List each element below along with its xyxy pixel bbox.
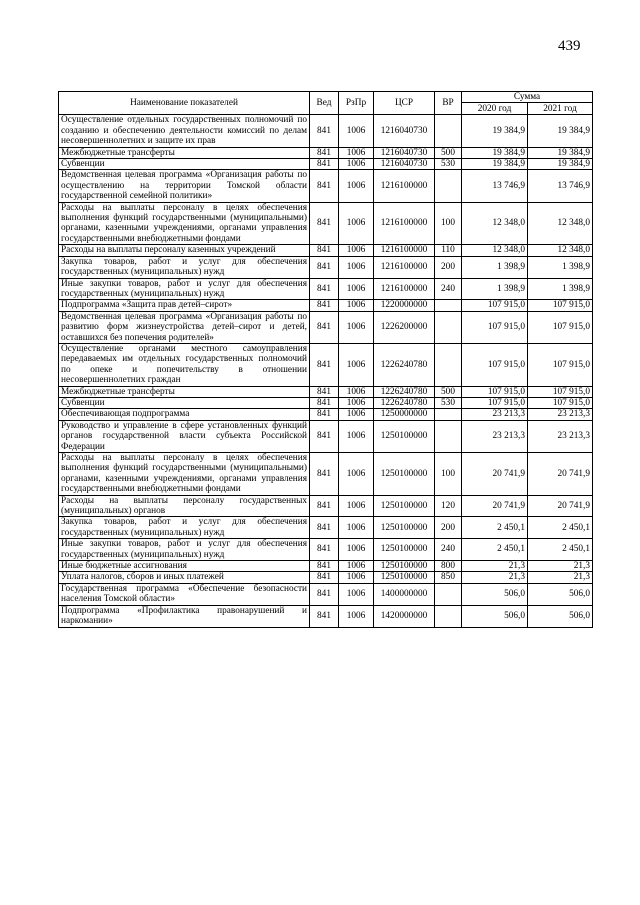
cell-vr [435, 300, 462, 311]
cell-s2020: 1 398,9 [462, 278, 528, 300]
table-row [59, 605, 593, 627]
table-row [59, 115, 593, 147]
cell-rzpr: 1006 [339, 495, 374, 517]
cell-csr: 1216100000 [374, 278, 435, 300]
cell-rzpr: 1006 [339, 159, 374, 170]
cell-s2021: 19 384,9 [528, 159, 593, 170]
table-row [59, 278, 593, 300]
cell-s2021: 1 398,9 [528, 256, 593, 278]
cell-rzpr: 1006 [339, 245, 374, 256]
cell-rzpr: 1006 [339, 202, 374, 245]
cell-s2020: 107 915,0 [462, 386, 528, 397]
cell-rzpr: 1006 [339, 170, 374, 202]
cell-rzpr: 1006 [339, 278, 374, 300]
table-row [59, 420, 593, 452]
table-row [59, 539, 593, 561]
budget-table [58, 91, 593, 628]
header-year-2021: 2021 год [528, 103, 593, 115]
header-csr: ЦСР [374, 92, 435, 115]
cell-s2021: 23 213,3 [528, 409, 593, 420]
cell-name: Иные закупки товаров, работ и услуг для обеспечения государственных (муниципальных) нужд [59, 539, 310, 561]
cell-rzpr: 1006 [339, 420, 374, 452]
cell-vr: 500 [435, 386, 462, 397]
cell-vr: 240 [435, 539, 462, 561]
cell-s2021: 13 746,9 [528, 170, 593, 202]
cell-name: Расходы на выплаты персоналу в целях обеспечения выполнения функций государственными (муниципальными) органами, казенными учреждениями, органами управления государственными внебюджетными фондами [59, 202, 310, 245]
cell-vr: 530 [435, 397, 462, 408]
table-row [59, 583, 593, 605]
cell-csr: 1250000000 [374, 409, 435, 420]
cell-s2020: 13 746,9 [462, 170, 528, 202]
cell-csr: 1216100000 [374, 245, 435, 256]
table-row [59, 245, 593, 256]
cell-csr: 1250100000 [374, 420, 435, 452]
cell-csr: 1226200000 [374, 311, 435, 343]
cell-name: Субвенции [59, 397, 310, 408]
cell-vr [435, 115, 462, 147]
table-row [59, 517, 593, 539]
cell-ved: 841 [310, 583, 339, 605]
cell-ved: 841 [310, 256, 339, 278]
cell-s2020: 21,3 [462, 572, 528, 583]
cell-name: Расходы на выплаты персоналу в целях обеспечения выполнения функций государственными (муниципальными) органами, казенными учреждениями, органами управления государственными внебюджетными фондами [59, 453, 310, 496]
cell-s2020: 19 384,9 [462, 159, 528, 170]
cell-s2020: 19 384,9 [462, 147, 528, 158]
cell-ved: 841 [310, 420, 339, 452]
cell-s2020: 12 348,0 [462, 245, 528, 256]
cell-name: Межбюджетные трансферты [59, 386, 310, 397]
cell-ved: 841 [310, 311, 339, 343]
table-row [59, 453, 593, 496]
cell-rzpr: 1006 [339, 397, 374, 408]
cell-rzpr: 1006 [339, 583, 374, 605]
cell-ved: 841 [310, 495, 339, 517]
cell-s2021: 107 915,0 [528, 343, 593, 386]
cell-rzpr: 1006 [339, 453, 374, 496]
cell-s2020: 20 741,9 [462, 453, 528, 496]
table-row [59, 495, 593, 517]
cell-s2021: 107 915,0 [528, 311, 593, 343]
cell-s2020: 506,0 [462, 605, 528, 627]
cell-csr: 1226240780 [374, 397, 435, 408]
cell-ved: 841 [310, 115, 339, 147]
cell-name: Межбюджетные трансферты [59, 147, 310, 158]
cell-s2021: 1 398,9 [528, 278, 593, 300]
cell-s2021: 21,3 [528, 561, 593, 572]
cell-name: Иные бюджетные ассигнования [59, 561, 310, 572]
cell-csr: 1216040730 [374, 115, 435, 147]
table-row [59, 170, 593, 202]
cell-name: Субвенции [59, 159, 310, 170]
cell-csr: 1216040730 [374, 147, 435, 158]
cell-rzpr: 1006 [339, 572, 374, 583]
cell-s2021: 2 450,1 [528, 539, 593, 561]
cell-csr: 1250100000 [374, 517, 435, 539]
cell-vr: 530 [435, 159, 462, 170]
cell-s2020: 107 915,0 [462, 300, 528, 311]
cell-vr [435, 311, 462, 343]
table-row [59, 386, 593, 397]
cell-name: Закупка товаров, работ и услуг для обеспечения государственных (муниципальных) нужд [59, 256, 310, 278]
cell-csr: 1250100000 [374, 572, 435, 583]
cell-s2020: 23 213,3 [462, 420, 528, 452]
cell-ved: 841 [310, 386, 339, 397]
cell-csr: 1216100000 [374, 202, 435, 245]
table-row [59, 409, 593, 420]
cell-s2020: 23 213,3 [462, 409, 528, 420]
cell-s2020: 2 450,1 [462, 539, 528, 561]
cell-ved: 841 [310, 397, 339, 408]
table-row [59, 561, 593, 572]
cell-s2021: 20 741,9 [528, 495, 593, 517]
table-row [59, 202, 593, 245]
header-ved: Вед [310, 92, 339, 115]
cell-rzpr: 1006 [339, 147, 374, 158]
cell-vr: 240 [435, 278, 462, 300]
cell-rzpr: 1006 [339, 256, 374, 278]
cell-ved: 841 [310, 159, 339, 170]
cell-csr: 1216100000 [374, 256, 435, 278]
cell-vr: 200 [435, 256, 462, 278]
header-sum: Сумма [462, 92, 593, 103]
table-row [59, 300, 593, 311]
cell-name: Расходы на выплаты персоналу казенных учреждений [59, 245, 310, 256]
cell-rzpr: 1006 [339, 300, 374, 311]
cell-s2021: 12 348,0 [528, 245, 593, 256]
cell-rzpr: 1006 [339, 115, 374, 147]
cell-vr: 800 [435, 561, 462, 572]
cell-s2020: 1 398,9 [462, 256, 528, 278]
cell-name: Руководство и управление в сфере установленных функций органов государственной власти субъекта Российской Федерации [59, 420, 310, 452]
cell-csr: 1250100000 [374, 453, 435, 496]
cell-ved: 841 [310, 453, 339, 496]
cell-name: Уплата налогов, сборов и иных платежей [59, 572, 310, 583]
cell-csr: 1220000000 [374, 300, 435, 311]
cell-vr: 500 [435, 147, 462, 158]
cell-ved: 841 [310, 517, 339, 539]
cell-name: Ведомственная целевая программа «Организация работы по развитию форм жизнеустройства детей–сирот и детей, оставшихся без попечения родителей» [59, 311, 310, 343]
cell-csr: 1250100000 [374, 495, 435, 517]
cell-s2021: 107 915,0 [528, 397, 593, 408]
cell-name: Осуществление органами местного самоуправления передаваемых им отдельных государственных полномочий по опеке и попечительству в отношении несовершеннолетних граждан [59, 343, 310, 386]
cell-s2021: 19 384,9 [528, 147, 593, 158]
cell-rzpr: 1006 [339, 561, 374, 572]
cell-csr: 1250100000 [374, 539, 435, 561]
table-row [59, 343, 593, 386]
cell-csr: 1216100000 [374, 170, 435, 202]
cell-rzpr: 1006 [339, 517, 374, 539]
page-number: 439 [558, 38, 581, 54]
cell-s2021: 2 450,1 [528, 517, 593, 539]
cell-rzpr: 1006 [339, 386, 374, 397]
cell-ved: 841 [310, 147, 339, 158]
cell-s2020: 2 450,1 [462, 517, 528, 539]
cell-name: Закупка товаров, работ и услуг для обеспечения государственных (муниципальных) нужд [59, 517, 310, 539]
table-row [59, 147, 593, 158]
header-rzpr: РзПр [339, 92, 374, 115]
cell-s2020: 107 915,0 [462, 343, 528, 386]
cell-ved: 841 [310, 605, 339, 627]
cell-name: Государственная программа «Обеспечение безопасности населения Томской области» [59, 583, 310, 605]
cell-name: Осуществление отдельных государственных полномочий по созданию и обеспечению деятельности комиссий по делам несовершеннолетних и защите их прав [59, 115, 310, 147]
cell-s2020: 107 915,0 [462, 311, 528, 343]
cell-ved: 841 [310, 300, 339, 311]
cell-s2020: 19 384,9 [462, 115, 528, 147]
cell-csr: 1216040730 [374, 159, 435, 170]
cell-s2020: 107 915,0 [462, 397, 528, 408]
cell-vr [435, 583, 462, 605]
cell-s2021: 20 741,9 [528, 453, 593, 496]
cell-name: Подпрограмма «Профилактика правонарушений и наркомании» [59, 605, 310, 627]
cell-csr: 1226240780 [374, 386, 435, 397]
cell-vr: 120 [435, 495, 462, 517]
cell-name: Обеспечивающая подпрограмма [59, 409, 310, 420]
cell-s2021: 506,0 [528, 583, 593, 605]
cell-s2020: 506,0 [462, 583, 528, 605]
header-name: Наименование показателей [59, 92, 310, 115]
cell-s2021: 21,3 [528, 572, 593, 583]
cell-vr [435, 170, 462, 202]
cell-ved: 841 [310, 245, 339, 256]
cell-s2020: 21,3 [462, 561, 528, 572]
cell-name: Расходы на выплаты персоналу государственных (муниципальных) органов [59, 495, 310, 517]
cell-s2021: 506,0 [528, 605, 593, 627]
cell-s2021: 107 915,0 [528, 300, 593, 311]
cell-rzpr: 1006 [339, 409, 374, 420]
cell-ved: 841 [310, 572, 339, 583]
cell-ved: 841 [310, 343, 339, 386]
cell-vr [435, 343, 462, 386]
cell-vr [435, 420, 462, 452]
cell-ved: 841 [310, 202, 339, 245]
table-row [59, 256, 593, 278]
cell-s2021: 107 915,0 [528, 386, 593, 397]
table-row [59, 572, 593, 583]
table-row [59, 397, 593, 408]
cell-rzpr: 1006 [339, 539, 374, 561]
cell-vr [435, 605, 462, 627]
table-row [59, 311, 593, 343]
cell-s2020: 12 348,0 [462, 202, 528, 245]
cell-name: Ведомственная целевая программа «Организация работы по осуществлению на территории Томской области государственной семейной политики» [59, 170, 310, 202]
cell-csr: 1226240780 [374, 343, 435, 386]
cell-s2020: 20 741,9 [462, 495, 528, 517]
cell-ved: 841 [310, 278, 339, 300]
header-year-2020: 2020 год [462, 103, 528, 115]
cell-ved: 841 [310, 561, 339, 572]
cell-rzpr: 1006 [339, 605, 374, 627]
cell-csr: 1400000000 [374, 583, 435, 605]
table-row [59, 159, 593, 170]
cell-vr: 850 [435, 572, 462, 583]
cell-ved: 841 [310, 409, 339, 420]
cell-s2021: 12 348,0 [528, 202, 593, 245]
cell-vr: 100 [435, 202, 462, 245]
cell-rzpr: 1006 [339, 343, 374, 386]
cell-vr: 200 [435, 517, 462, 539]
cell-rzpr: 1006 [339, 311, 374, 343]
cell-csr: 1420000000 [374, 605, 435, 627]
cell-name: Иные закупки товаров, работ и услуг для обеспечения государственных (муниципальных) нужд [59, 278, 310, 300]
header-vr: ВР [435, 92, 462, 115]
cell-vr: 100 [435, 453, 462, 496]
cell-ved: 841 [310, 170, 339, 202]
cell-vr [435, 409, 462, 420]
cell-ved: 841 [310, 539, 339, 561]
cell-name: Подпрограмма «Защита прав детей–сирот» [59, 300, 310, 311]
cell-s2021: 23 213,3 [528, 420, 593, 452]
cell-csr: 1250100000 [374, 561, 435, 572]
cell-s2021: 19 384,9 [528, 115, 593, 147]
cell-vr: 110 [435, 245, 462, 256]
